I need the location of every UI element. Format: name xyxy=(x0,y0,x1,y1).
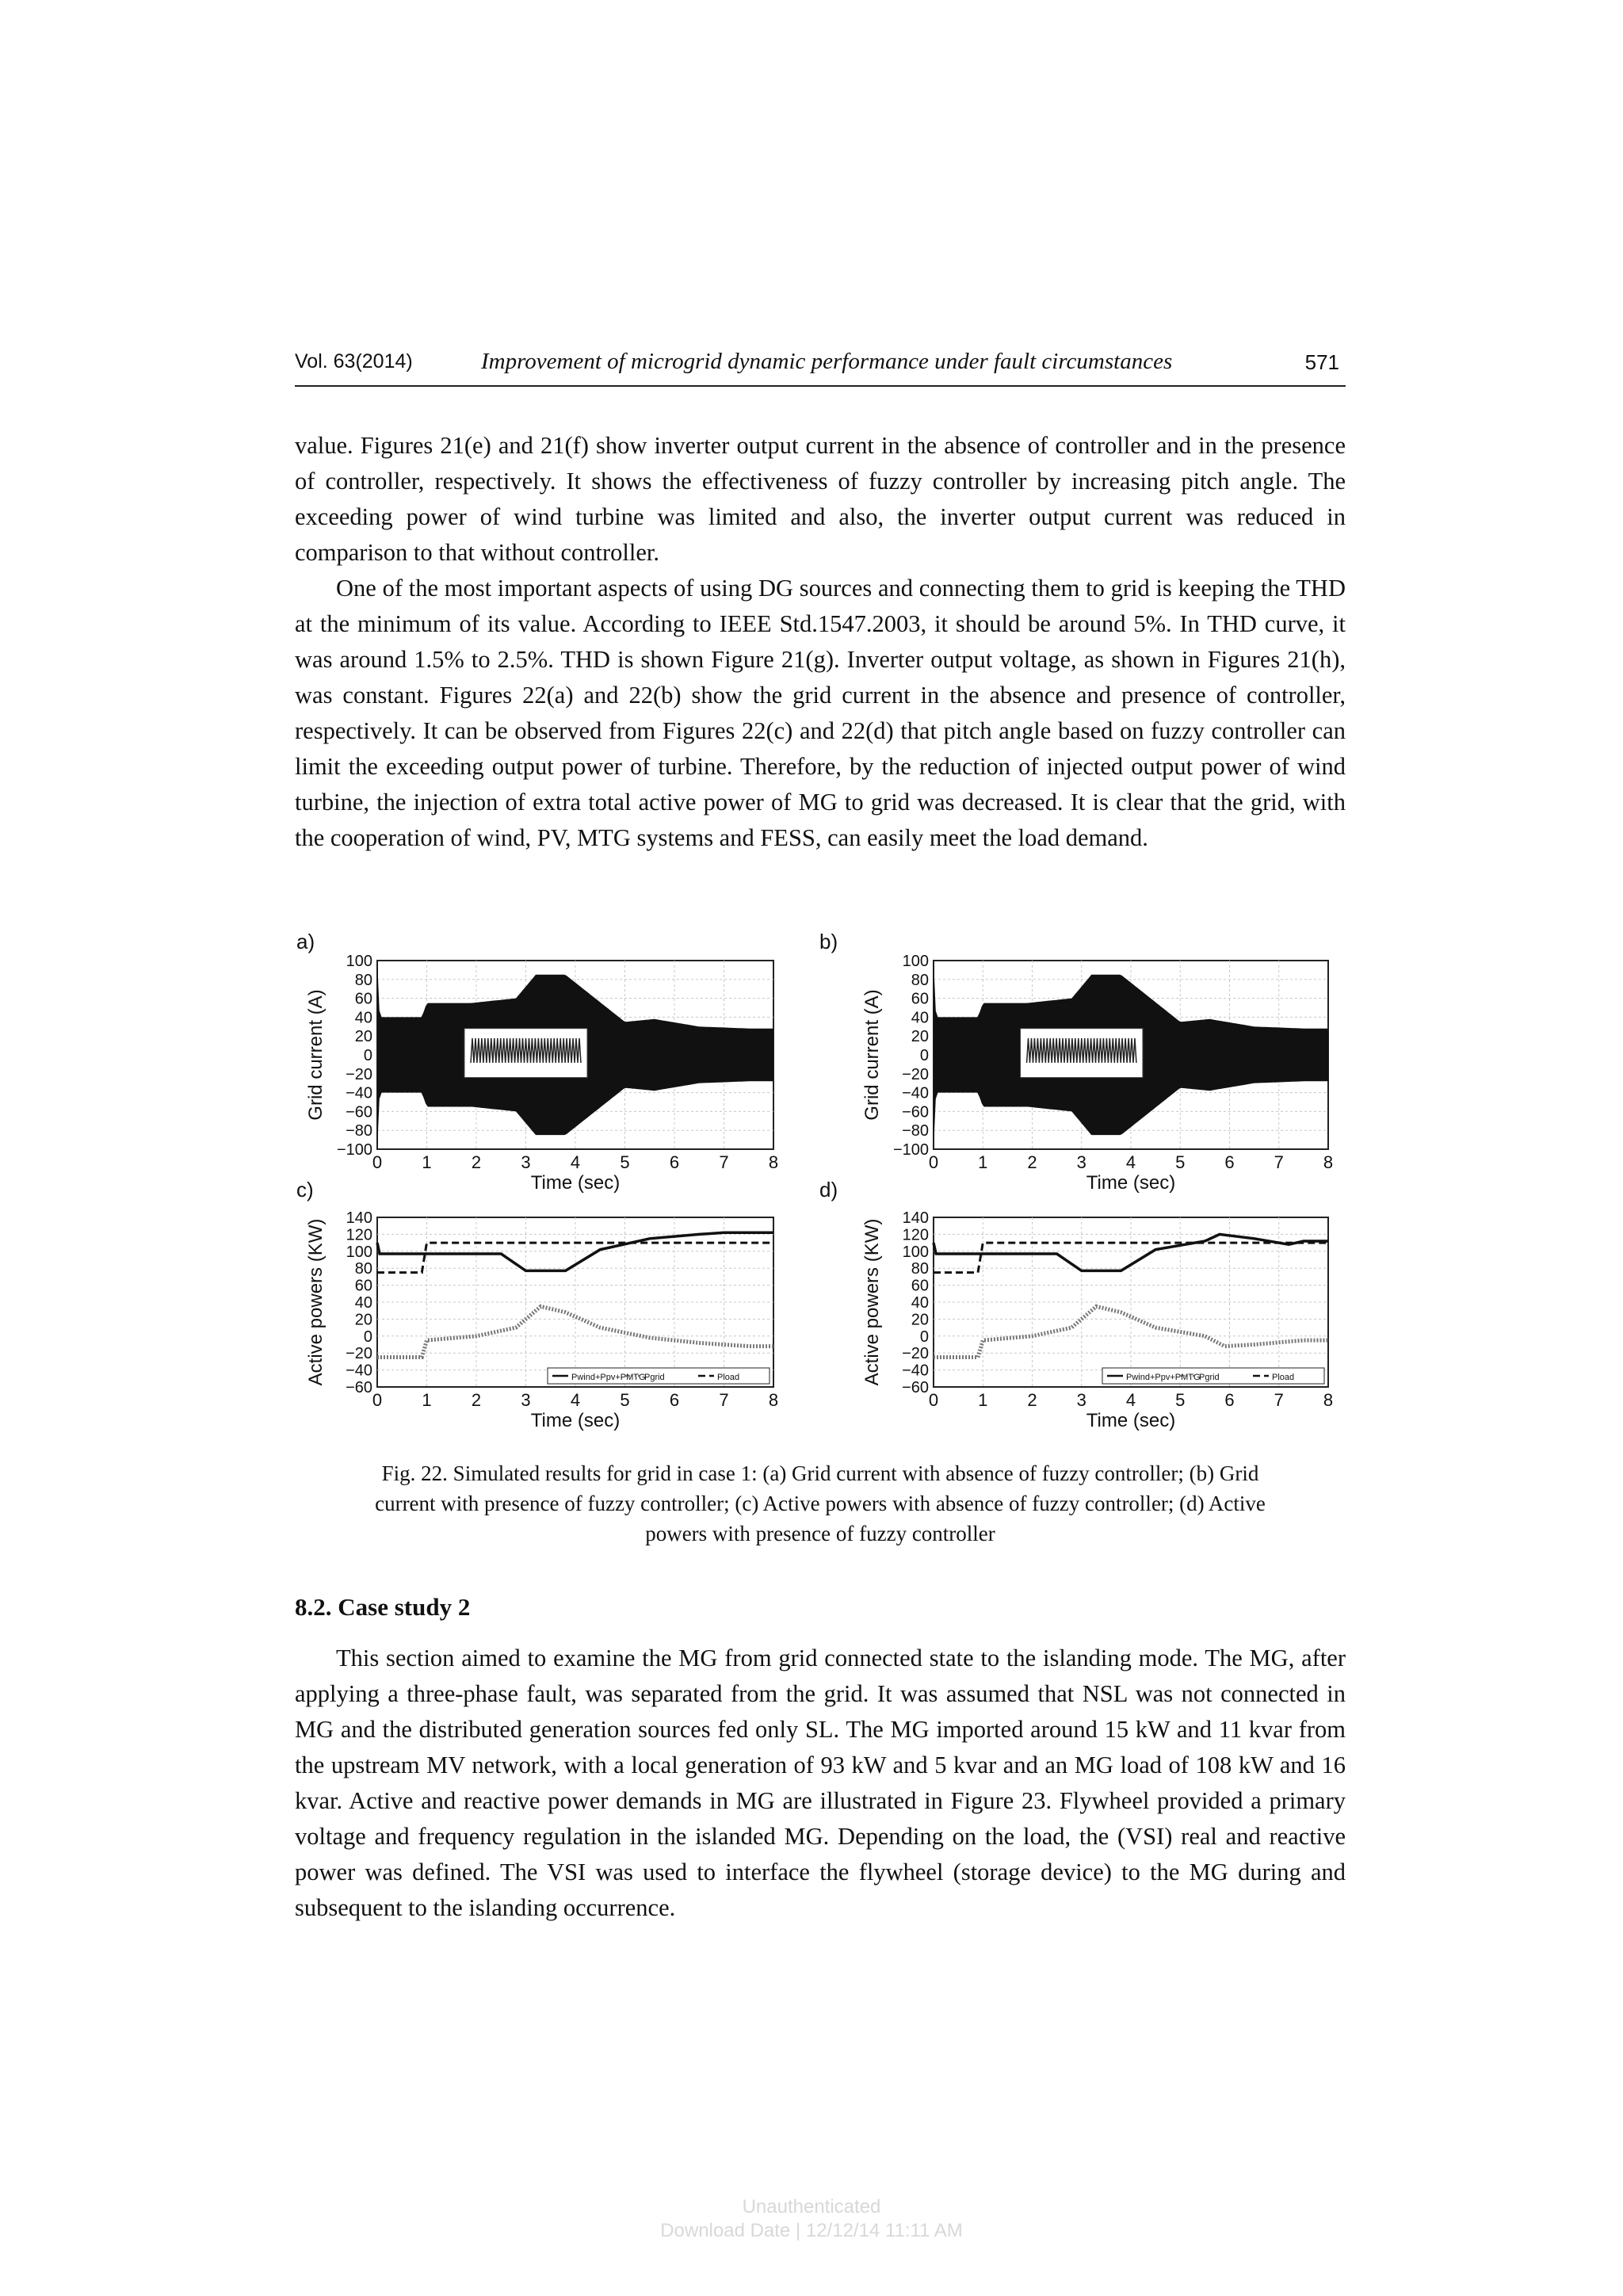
panel-d-label: d) xyxy=(819,1178,838,1201)
panel-d-legend-entry: Pwind+Ppv+PMTG xyxy=(1126,1373,1201,1382)
panel-d-ytick: 140 xyxy=(902,1209,929,1227)
panel-d-legend-entry: Pload xyxy=(1272,1373,1295,1382)
panel-d-xtick: 8 xyxy=(1323,1390,1334,1410)
panel-b-ytick: −60 xyxy=(902,1103,929,1121)
panel-b-ytick: 0 xyxy=(919,1047,929,1064)
panel-d-ytick: 80 xyxy=(911,1260,929,1278)
panel-c-xtick: 7 xyxy=(719,1390,729,1410)
panel-c-ytick: 60 xyxy=(354,1277,372,1295)
panel-c-ytick: −40 xyxy=(346,1362,372,1380)
panel-c-legend-entry: Pwind+Ppv+PMTG xyxy=(571,1373,646,1382)
panel-c-xtick: 1 xyxy=(422,1390,432,1410)
panel-c-ytick: −20 xyxy=(346,1345,372,1363)
panel-d-legend-entry: Pgrid xyxy=(1199,1373,1220,1382)
panel-a-ytick: −80 xyxy=(346,1122,372,1140)
panel-b-ytick: 40 xyxy=(911,1009,929,1027)
panel-b-ylabel: Grid current (A) xyxy=(861,989,883,1121)
panel-c-ytick: −60 xyxy=(346,1379,372,1396)
panel-a-xtick: 5 xyxy=(620,1152,630,1172)
panel-b-ytick: −20 xyxy=(902,1065,929,1083)
running-title: Improvement of microgrid dynamic performance under fault circumstances xyxy=(481,349,1173,374)
paragraph-1: value. Figures 21(e) and 21(f) show inverter output current in the absence of controller and in the presence of controller, respectively. It shows the effectiveness of fuzzy controller by increasing pitch angle. The exceeding power of wind turbine was limited and also, the inverter output current was reduced in comparison to that without controller. xyxy=(295,432,1346,566)
panel-b-xtick: 7 xyxy=(1274,1152,1284,1172)
panel-b-ytick: −40 xyxy=(902,1084,929,1102)
panel-c-xtick: 3 xyxy=(521,1390,531,1410)
panel-a-ytick: 40 xyxy=(354,1009,372,1027)
panel-d-ytick: 60 xyxy=(911,1277,929,1295)
panel-a-ytick: −100 xyxy=(336,1141,372,1159)
figure-22-chart xyxy=(295,929,1346,1452)
panel-d-xtick: 2 xyxy=(1027,1390,1037,1410)
panel-b-ytick: −100 xyxy=(892,1141,929,1159)
panel-d-ytick: 0 xyxy=(919,1328,929,1346)
panel-d-xtick: 1 xyxy=(978,1390,988,1410)
panel-d-ytick: −40 xyxy=(902,1362,929,1380)
download-watermark xyxy=(0,2195,1623,2243)
panel-b-xtick: 0 xyxy=(928,1152,939,1172)
panel-a-xtick: 6 xyxy=(669,1152,680,1172)
panel-a-ytick: 80 xyxy=(354,971,372,989)
caption-line-1: Fig. 22. Simulated results for grid in case 1: (a) Grid current with absence of fuzzy controller; (b) Grid xyxy=(381,1461,1259,1485)
panel-b-xtick: 2 xyxy=(1027,1152,1037,1172)
panel-d-xtick: 7 xyxy=(1274,1390,1284,1410)
watermark-line-1: Unauthenticated xyxy=(742,2196,881,2218)
figure-22 xyxy=(295,929,1346,1452)
section-title: 8.2. Case study 2 xyxy=(295,1593,471,1621)
panel-c-xlabel: Time (sec) xyxy=(530,1410,621,1431)
caption-line-2: current with presence of fuzzy controller; (c) Active powers with absence of fuzzy controller; (d) Active xyxy=(375,1492,1266,1515)
panel-c-ytick: 140 xyxy=(346,1209,372,1227)
panel-b-xtick: 8 xyxy=(1323,1152,1334,1172)
panel-d-ytick: 120 xyxy=(902,1226,929,1244)
running-header xyxy=(295,349,1346,387)
panel-a-ytick: 100 xyxy=(346,953,372,970)
panel-a-xtick: 3 xyxy=(521,1152,531,1172)
caption-line-3: powers with presence of fuzzy controller xyxy=(645,1522,995,1545)
panel-a-xtick: 4 xyxy=(570,1152,581,1172)
panel-b-label: b) xyxy=(819,930,838,953)
panel-d-ytick: 40 xyxy=(911,1294,929,1312)
panel-d-xtick: 4 xyxy=(1125,1390,1136,1410)
paragraph-3: This section aimed to examine the MG from grid connected state to the islanding mode. The MG, after applying a three-phase fault, was separated from the grid. It was assumed that NSL was not connected in MG and the distributed generation sources fed only SL. The MG imported around 15 kW and 11 kvar from the upstream MV network, with a local generation of 93 kW and 5 kvar and an MG load of 108 kW and 16 kvar. Active and reactive power demands in MG are illustrated in Figure 23. Flywheel provided a primary voltage and frequency regulation in the islanded MG. Depending on the load, the (VSI) real and reactive power was defined. The VSI was used to interface the flywheel (storage device) to the MG during and subsequent to the islanding occurrence. xyxy=(295,1645,1346,1921)
panel-c-ytick: 100 xyxy=(346,1243,372,1261)
panel-a-ytick: 20 xyxy=(354,1028,372,1046)
panel-c-legend-entry: Pload xyxy=(717,1373,740,1382)
panel-b-xtick: 1 xyxy=(978,1152,988,1172)
panel-a-label: a) xyxy=(296,930,315,953)
panel-d-xtick: 5 xyxy=(1175,1390,1186,1410)
panel-c-ytick: 20 xyxy=(354,1311,372,1329)
panel-c-xtick: 2 xyxy=(471,1390,482,1410)
panel-b-xtick: 5 xyxy=(1175,1152,1186,1172)
panel-c-xtick: 5 xyxy=(620,1390,630,1410)
panel-b-xtick: 4 xyxy=(1125,1152,1136,1172)
panel-c-ytick: 120 xyxy=(346,1226,372,1244)
panel-a-ytick: −40 xyxy=(346,1084,372,1102)
volume-label: Vol. 63(2014) xyxy=(295,350,413,372)
panel-a-xtick: 7 xyxy=(719,1152,729,1172)
panel-b-ytick: 80 xyxy=(911,971,929,989)
panel-a-ytick: 0 xyxy=(363,1047,372,1064)
panel-d-xtick: 6 xyxy=(1224,1390,1235,1410)
panel-c-ytick: 80 xyxy=(354,1260,372,1278)
panel-b-xlabel: Time (sec) xyxy=(1086,1172,1176,1194)
panel-b-ytick: −80 xyxy=(902,1122,929,1140)
panel-d-xtick: 3 xyxy=(1076,1390,1086,1410)
panel-c-xtick: 0 xyxy=(372,1390,383,1410)
panel-a-ytick: 60 xyxy=(354,990,372,1008)
panel-a-ylabel: Grid current (A) xyxy=(305,989,327,1121)
paragraph-2: One of the most important aspects of using DG sources and connecting them to grid is keeping the THD at the minimum of its value. According to IEEE Std.1547.2003, it should be around 5%. In THD curve, it was around 1.5% to 2.5%. THD is shown Figure 21(g). Inverter output voltage, as shown in Figures 21(h), was constant. Figures 22(a) and 22(b) show the grid current in the absence and presence of controller, respectively. It can be observed from Figures 22(c) and 22(d) that pitch angle based on fuzzy controller can limit the exceeding output power of turbine. Therefore, by the reduction of injected output power of wind turbine, the injection of extra total active power of MG to grid was decreased. It is clear that the grid, with the cooperation of wind, PV, MTG systems and FESS, can easily meet the load demand. xyxy=(295,575,1346,851)
panel-b-xtick: 3 xyxy=(1076,1152,1086,1172)
panel-d-ytick: 100 xyxy=(902,1243,929,1261)
body-text-top xyxy=(295,428,1346,856)
panel-a-xlabel: Time (sec) xyxy=(530,1172,621,1194)
panel-d-ytick: −20 xyxy=(902,1345,929,1363)
panel-c-label: c) xyxy=(296,1178,314,1201)
panel-a-xtick: 1 xyxy=(422,1152,432,1172)
panel-d-xtick: 0 xyxy=(928,1390,939,1410)
panel-b-ytick: 20 xyxy=(911,1028,929,1046)
panel-c-xtick: 4 xyxy=(570,1390,581,1410)
panel-d-xlabel: Time (sec) xyxy=(1086,1410,1176,1431)
panel-d-ytick: 20 xyxy=(911,1311,929,1329)
panel-d-ytick: −60 xyxy=(902,1379,929,1396)
panel-a-ytick: −60 xyxy=(346,1103,372,1121)
panel-a-xtick: 2 xyxy=(471,1152,482,1172)
panel-c-ylabel: Active powers (KW) xyxy=(305,1218,327,1386)
panel-c-ytick: 40 xyxy=(354,1294,372,1312)
watermark-line-2: Download Date | 12/12/14 11:11 AM xyxy=(660,2220,963,2241)
panel-a-xtick: 8 xyxy=(768,1152,779,1172)
panel-b-ytick: 60 xyxy=(911,990,929,1008)
panel-c-xtick: 6 xyxy=(669,1390,680,1410)
panel-b-xtick: 6 xyxy=(1224,1152,1235,1172)
panel-a-xtick: 0 xyxy=(372,1152,383,1172)
figure-caption xyxy=(295,1458,1346,1549)
panel-c-xtick: 8 xyxy=(768,1390,779,1410)
panel-a-ytick: −20 xyxy=(346,1065,372,1083)
page-number: 571 xyxy=(1304,350,1339,374)
panel-d-ylabel: Active powers (KW) xyxy=(861,1218,883,1386)
panel-c-legend-entry: Pgrid xyxy=(644,1373,665,1382)
panel-b-ytick: 100 xyxy=(902,953,929,970)
body-text-bottom xyxy=(295,1641,1346,1926)
panel-c-ytick: 0 xyxy=(363,1328,372,1346)
